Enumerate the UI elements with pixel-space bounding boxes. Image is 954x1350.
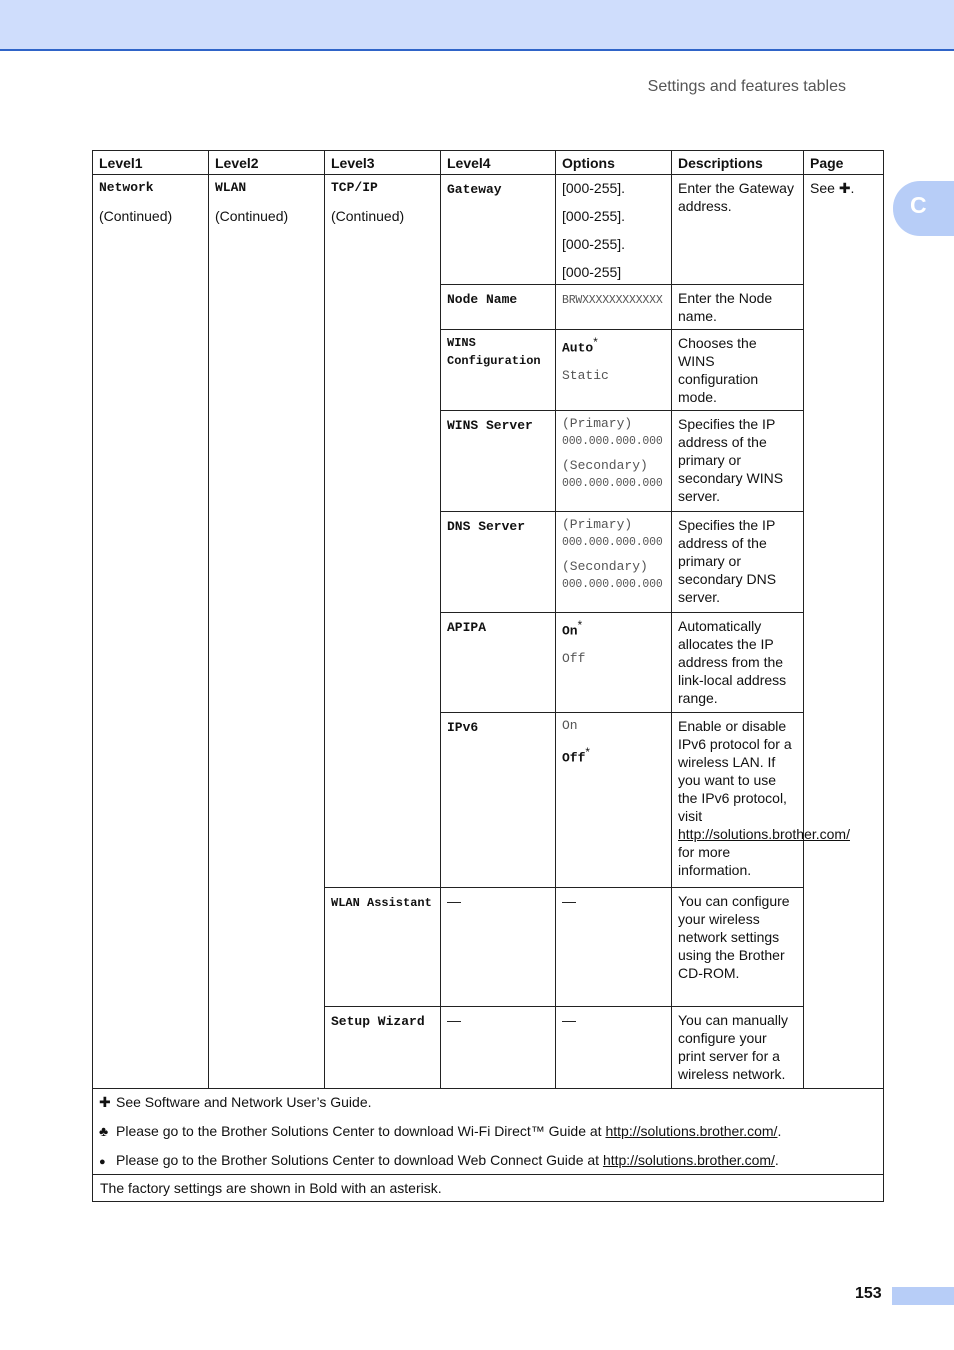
- description-wins-server: Specifies the IP address of the primary or secondary WINS server.: [672, 411, 804, 512]
- level1-cell: [93, 175, 209, 1089]
- note-software-guide: ✚ See Software and Network User’s Guide.: [99, 1094, 372, 1110]
- club-icon: ♣: [99, 1123, 109, 1139]
- level3-setup-wizard: Setup Wizard: [325, 1007, 441, 1089]
- options-ipv6: On Off*: [556, 713, 672, 888]
- level3-name: TCP/IP: [331, 180, 378, 195]
- options-wins-server: (Primary) 000.000.000.000 (Secondary) 000.000.000.000: [556, 411, 672, 512]
- header-level3: Level3: [325, 151, 441, 175]
- plus-icon: ✚: [838, 180, 851, 196]
- table-row: [93, 175, 884, 285]
- solutions-link[interactable]: http://solutions.brother.com/: [678, 826, 850, 842]
- header-band: [0, 0, 954, 51]
- level4-wins-configuration: WINS Configuration: [441, 330, 556, 411]
- level3-cell-tcpip: [325, 175, 441, 888]
- description-wins-configuration: Chooses the WINS configuration mode.: [672, 330, 804, 411]
- level1-continued: (Continued): [99, 208, 173, 224]
- note-wifi-direct: ♣ Please go to the Brother Solutions Center to download Wi-Fi Direct™ Guide at http://solutions.brother.com/.: [99, 1123, 782, 1139]
- notes-cell: [93, 1089, 884, 1175]
- level2-name: WLAN: [215, 180, 247, 195]
- level4-dns-server: DNS Server: [441, 512, 556, 613]
- header-descriptions: Descriptions: [672, 151, 804, 175]
- level2-continued: (Continued): [215, 208, 289, 224]
- running-title: Settings and features tables: [647, 78, 846, 95]
- description-node-name: Enter the Node name.: [672, 285, 804, 330]
- header-level1: Level1: [93, 151, 209, 175]
- header-options: Options: [556, 151, 672, 175]
- solutions-link[interactable]: http://solutions.brother.com/: [605, 1123, 778, 1139]
- options-wins-configuration: Auto* Static: [556, 330, 672, 411]
- description-dns-server: Specifies the IP address of the primary or secondary DNS server.: [672, 512, 804, 613]
- page-bar: [892, 1287, 954, 1305]
- chapter-letter: C: [910, 192, 927, 218]
- level2-cell: [209, 175, 325, 1089]
- description-wlan-assistant: You can configure your wireless network settings using the Brother CD-ROM.: [672, 888, 804, 1007]
- options-apipa: On* Off: [556, 613, 672, 713]
- options-setup-wizard: —: [556, 1007, 672, 1089]
- solutions-link[interactable]: http://solutions.brother.com/: [602, 1152, 775, 1168]
- plus-icon: ✚: [99, 1094, 111, 1110]
- description-ipv6: Enable or disable IPv6 protocol for a wireless LAN. If you want to use the IPv6 protocol, visit http://solutions.brother.com/ for more information.: [672, 713, 804, 888]
- notes-row: [93, 1089, 884, 1175]
- chapter-tab: [893, 181, 954, 236]
- header-level2: Level2: [209, 151, 325, 175]
- factory-note: The factory settings are shown in Bold with an asterisk.: [93, 1175, 884, 1202]
- level4-ipv6: IPv6: [441, 713, 556, 888]
- factory-note-row: [93, 1175, 884, 1202]
- settings-table: [92, 150, 884, 1202]
- bullet-icon: ●: [99, 1156, 106, 1168]
- options-dns-server: (Primary) 000.000.000.000 (Secondary) 000.000.000.000: [556, 512, 672, 613]
- options-gateway: [000-255]. [000-255]. [000-255]. [000-255]: [556, 175, 672, 285]
- level1-name: Network: [99, 180, 154, 195]
- header-level4: Level4: [441, 151, 556, 175]
- level3-wlan-assistant: WLAN Assistant: [325, 888, 441, 1007]
- level4-setup-wizard: —: [441, 1007, 556, 1089]
- description-gateway: Enter the Gateway address.: [672, 175, 804, 285]
- level3-continued: (Continued): [331, 208, 405, 224]
- header-page: Page: [804, 151, 884, 175]
- page-ref-text: See: [810, 180, 835, 196]
- note-web-connect: ● Please go to the Brother Solutions Center to download Web Connect Guide at http://solutions.brother.com/.: [99, 1151, 877, 1171]
- level4-apipa: APIPA: [441, 613, 556, 713]
- options-node-name: BRWXXXXXXXXXXXX: [556, 285, 672, 330]
- options-wlan-assistant: —: [556, 888, 672, 1007]
- table-header-row: [93, 151, 884, 175]
- description-setup-wizard: You can manually configure your print server for a wireless network.: [672, 1007, 804, 1089]
- level4-gateway: Gateway: [441, 175, 556, 285]
- level4-wlan-assistant: —: [441, 888, 556, 1007]
- level4-node-name: Node Name: [441, 285, 556, 330]
- page-cell: See ✚.: [804, 175, 884, 1089]
- level4-wins-server: WINS Server: [441, 411, 556, 512]
- description-apipa: Automatically allocates the IP address from the link-local address range.: [672, 613, 804, 713]
- page-number: 153: [855, 1285, 882, 1302]
